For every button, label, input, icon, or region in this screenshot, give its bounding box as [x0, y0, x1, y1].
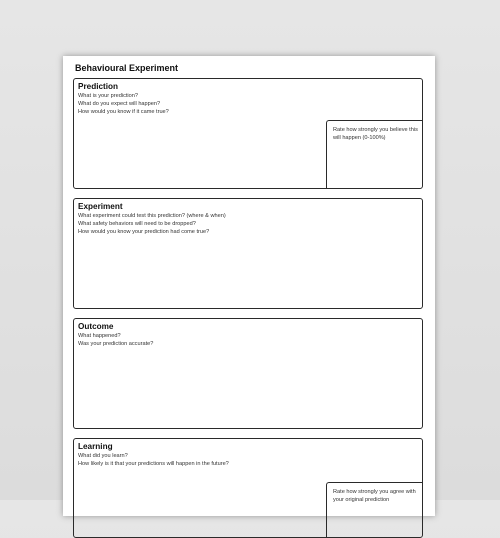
prediction-prompt: What is your prediction? — [78, 93, 139, 99]
experiment-prompt: What safety behaviors will need to be dropped? — [78, 221, 196, 227]
experiment-section — [73, 198, 423, 309]
learning-heading: Learning — [78, 442, 113, 451]
outcome-prompts — [78, 332, 153, 348]
learning-rating-box — [326, 482, 423, 538]
learning-prompt: What did you learn? — [78, 453, 128, 459]
worksheet-page — [63, 56, 435, 516]
document-title: Behavioural Experiment — [75, 63, 179, 73]
prediction-prompt: What do you expect will happen? — [78, 101, 161, 107]
prediction-rating-box — [326, 120, 423, 189]
learning-prompts — [78, 452, 229, 468]
outcome-prompt: Was your prediction accurate? — [78, 341, 154, 347]
experiment-prompt: How would you know your prediction had come true? — [78, 229, 210, 235]
learning-rating-label: Rate how strongly you agree with your original prediction — [333, 489, 416, 503]
prediction-prompt: How would you know if it came true? — [78, 109, 169, 115]
experiment-prompts — [78, 212, 226, 236]
learning-section — [73, 438, 423, 538]
prediction-prompts — [78, 92, 169, 116]
experiment-prompt: What experiment could test this prediction? (where & when) — [78, 213, 226, 219]
prediction-rating-label: Rate how strongly you believe this will happen (0-100%) — [333, 127, 418, 141]
outcome-heading: Outcome — [78, 322, 114, 331]
prediction-heading: Prediction — [78, 82, 119, 91]
outcome-section — [73, 318, 423, 429]
outcome-prompt: What happened? — [78, 333, 121, 339]
experiment-heading: Experiment — [78, 202, 123, 211]
prediction-section — [73, 78, 423, 189]
learning-prompt: How likely is it that your predictions will happen in the future? — [78, 461, 229, 467]
